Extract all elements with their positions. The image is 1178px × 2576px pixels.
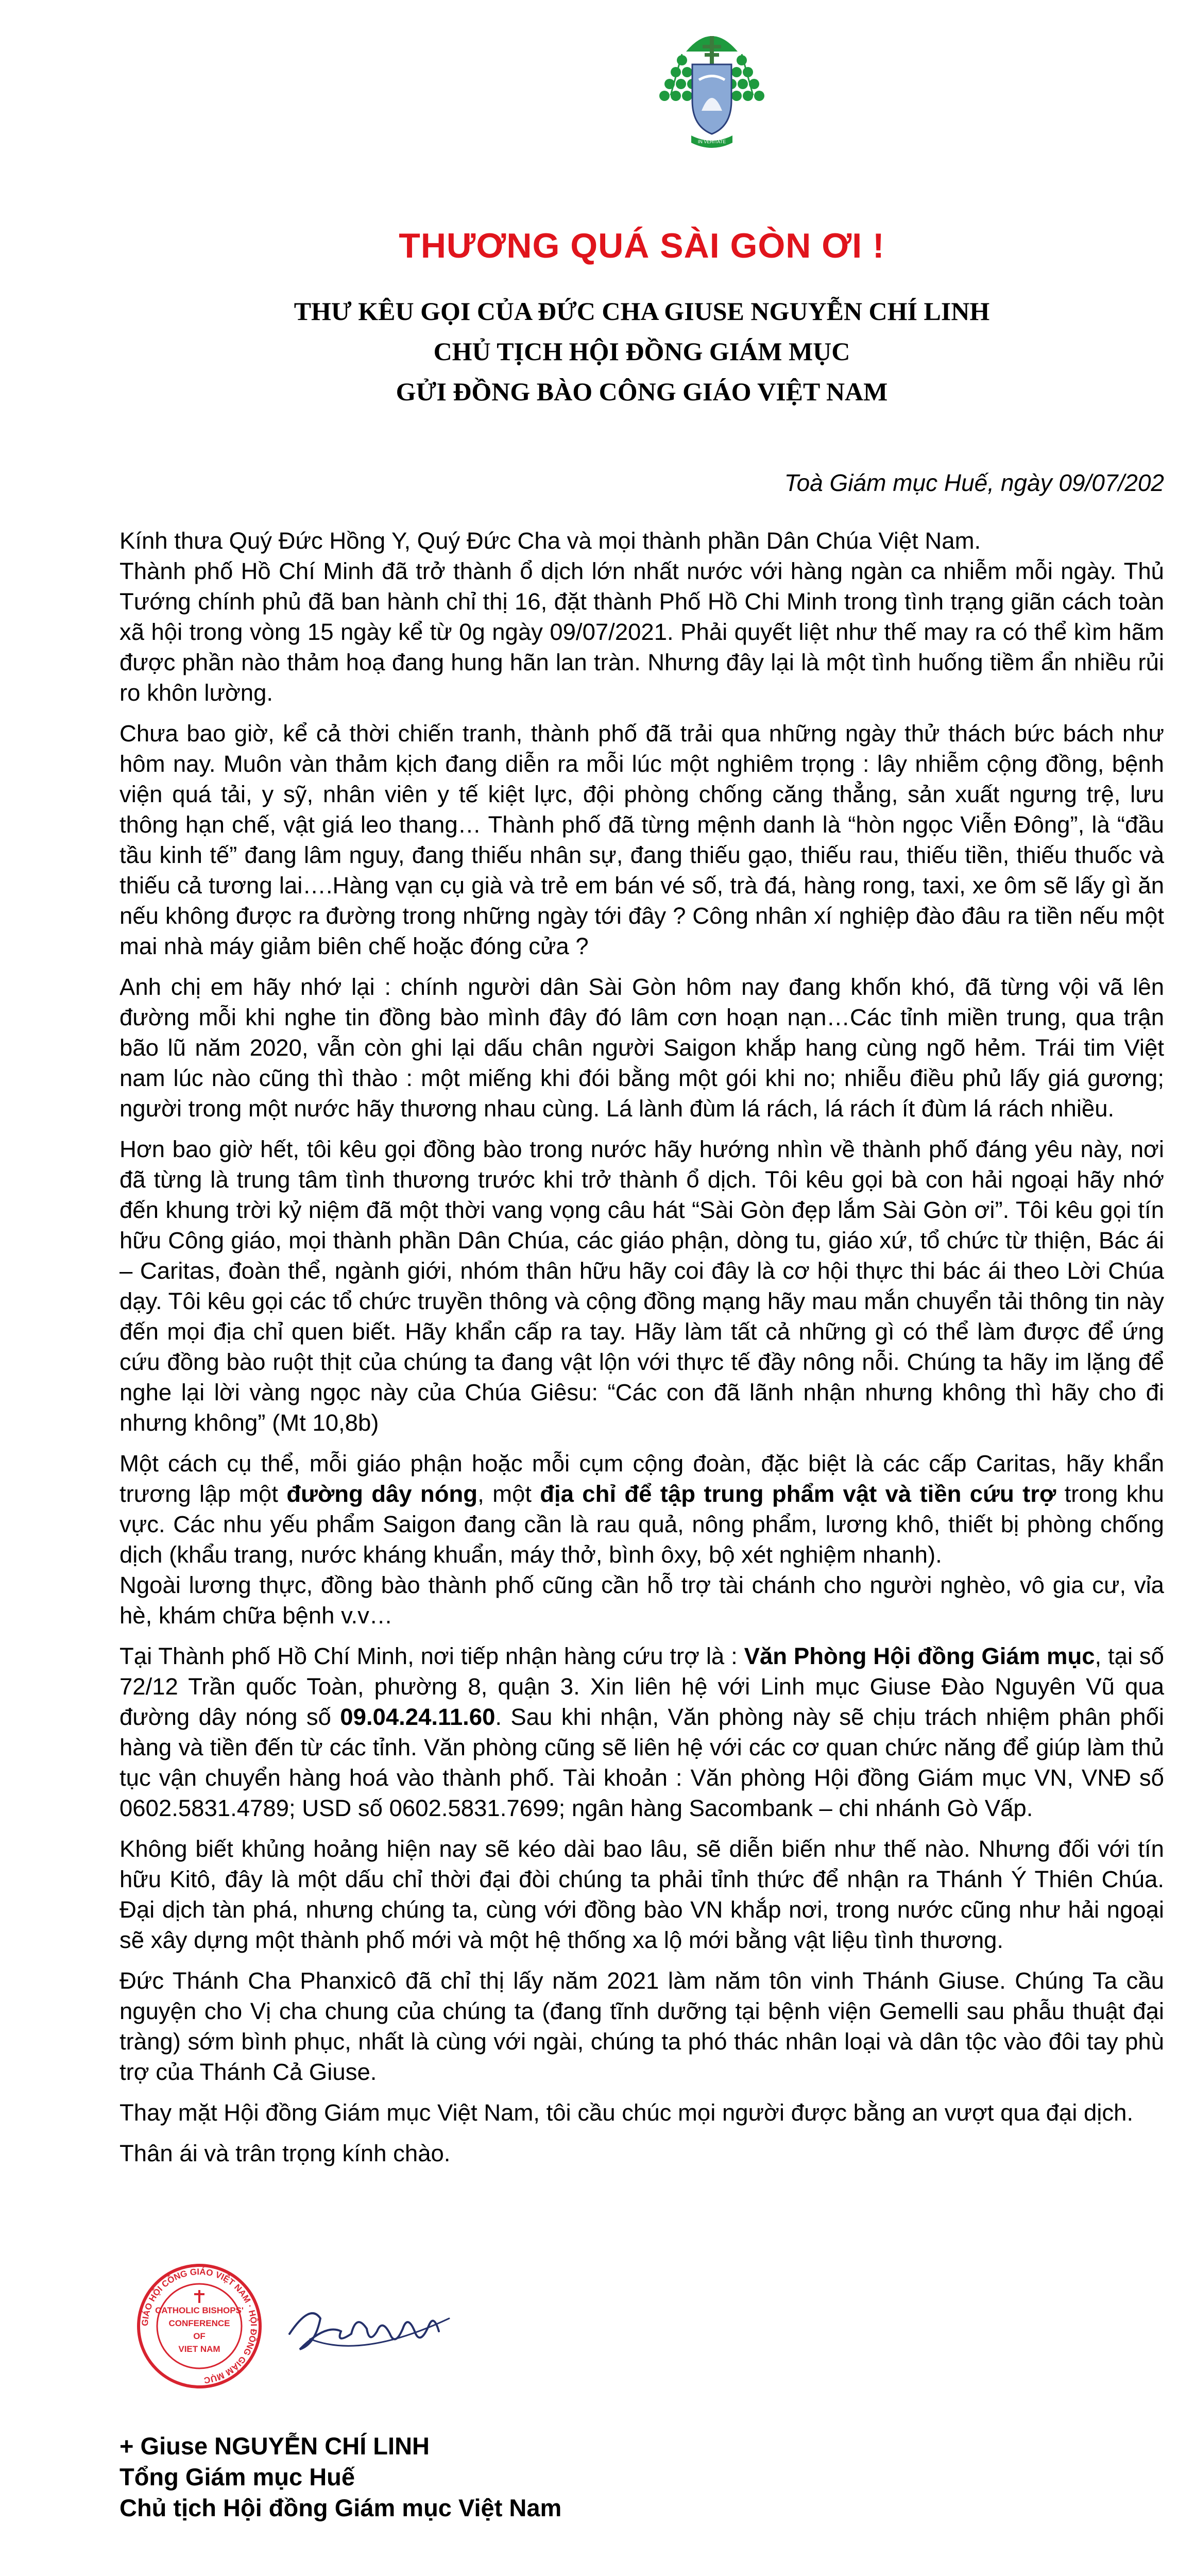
- svg-text:CONFERENCE: CONFERENCE: [168, 2318, 230, 2328]
- signature-block: [119, 2431, 561, 2523]
- hotline-emphasis: đường dây nóng: [286, 1481, 478, 1507]
- paragraph-3: Anh chị em hãy nhớ lại : chính người dân Sài Gòn hôm nay đang khốn khó, đã từng vội vã lên đường mỗi khi nghe tin đồng bào mình đây đó lâm cơn hoạn nạn…Các tỉnh miền trung, qua trận bão lũ năm 2020, vẫn còn ghi lại dấu chân người Saigon khắp hang cùng ngõ hẻm. Trái tim Việt nam lúc nào cũng thì thào : một miếng khi đói bằng một gói khi no; nhiễu điều phủ lấy giá gương; người trong một nước hãy thương nhau cùng. Lá lành đùm lá rách, lá rách ít đùm lá rách nhiều.: [119, 974, 1164, 1122]
- svg-text:CATHOLIC BISHOPS': CATHOLIC BISHOPS': [155, 2306, 244, 2315]
- letter-body: [119, 526, 1164, 2168]
- subtitle-line-2: CHỦ TỊCH HỘI ĐỒNG GIÁM MỤC: [433, 337, 850, 366]
- handwritten-signature-icon: [279, 2282, 465, 2375]
- office-name-emphasis: Văn Phòng Hội đồng Giám mục: [744, 1643, 1095, 1669]
- signer-title-archbishop: Tổng Giám mục Huế: [119, 2463, 355, 2490]
- subtitle-line-1: THƯ KÊU GỌI CỦA ĐỨC CHA GIUSE NGUYỄN CHÍ LINH: [294, 297, 990, 326]
- paragraph-7: Tại Thành phố Hồ Chí Minh, nơi tiếp nhận hàng cứu trợ là : Văn Phòng Hội đồng Giám mục, tại số 72/12 Trần quốc Toàn, phường 8, quận 3. Xin liên hệ với Linh mục Giuse Đào Nguyên Vũ qua đường dây nóng số 09.04.24.11.60. Sau khi nhận, Văn phòng này sẽ chịu trách nhiệm phân phối hàng và tiền đến từ các tỉnh. Văn phòng cũng sẽ liên hệ với các cơ quan chức năng để giúp làm thủ tục vận chuyển hàng hoá vào thành phố. Tài khoản : Văn phòng Hội đồng Giám mục VN, VNĐ số 0602.5831.4789; USD số 0602.5831.7699; ngân hàng Sacombank – chi nhánh Gò Vấp.: [119, 1643, 1164, 1821]
- paragraph-5: Một cách cụ thể, mỗi giáo phận hoặc mỗi cụm cộng đoàn, đặc biệt là các cấp Caritas, hãy khẩn trương lập một đường dây nóng, một địa chỉ để tập trung phẩm vật và tiền cứu trợ trong khu vực. Các nhu yếu phẩm Saigon đang cần là rau quả, nông phẩm, lương khô, thiết bị phòng chống dịch (khẩu trang, nước kháng khuẩn, máy thở, bình ôxy, bộ xét nghiệm nhanh).: [119, 1450, 1164, 1568]
- paragraph-9: Đức Thánh Cha Phanxicô đã chỉ thị lấy năm 2021 làm năm tôn vinh Thánh Giuse. Chúng Ta cầu nguyện cho Vị cha chung của chúng ta (đang tĩnh dưỡng tại bệnh viện Gemelli sau phẫu thuật đại tràng) sớm bình phục, nhất là cùng với ngài, chúng ta phó thác nhân loại và dân tộc vào đôi tay phù trợ của Thánh Cả Giuse.: [119, 1968, 1164, 2085]
- letter-title: THƯƠNG QUÁ SÀI GÒN ƠI !: [399, 226, 885, 265]
- collection-address-emphasis: địa chỉ để tập trung phẩm vật và tiền cứu trợ: [540, 1481, 1056, 1507]
- hotline-number: 09.04.24.11.60: [340, 1704, 496, 1730]
- dateline: Toà Giám mục Huế, ngày 09/07/202: [784, 469, 1164, 496]
- paragraph-2: Chưa bao giờ, kể cả thời chiến tranh, thành phố đã trải qua những ngày thử thách bức bách như hôm nay. Muôn vàn thảm kịch đang diễn ra mỗi lúc một nghiêm trọng : lây nhiễm cộng đồng, bệnh viện quá tải, y sỹ, nhân viên y tế kiệt lực, đội phòng chống căng thẳng, sản xuất ngưng trệ, lưu thông hạn chế, vật giá leo thang… Thành phố đã từng mệnh danh là “hòn ngọc Viễn Đông”, là “đầu tầu kinh tế” đang lâm nguy, đang thiếu nhân sự, đang thiếu gạo, thiếu rau, thiếu tiền, thiếu thuốc và thiếu cả tương lai….Hàng vạn cụ già và trẻ em bán vé số, trà đá, hàng rong, taxi, xe ôm sẽ lấy gì ăn nếu không được ra đường trong những ngày tới đây ? Công nhân xí nghiệp đào đâu ra tiền nếu một mai nhà máy giảm biên chế hoặc đóng cửa ?: [119, 720, 1164, 959]
- signer-name: + Giuse NGUYỄN CHÍ LINH: [119, 2432, 430, 2460]
- paragraph-4: Hơn bao giờ hết, tôi kêu gọi đồng bào trong nước hãy hướng nhìn về thành phố đáng yêu này, nơi đã từng là trung tâm tình thương trước khi trở thành ổ dịch. Tôi kêu gọi bà con hải ngoại hãy nhớ đến khung trời kỷ niệm đã một thời vang vọng câu hát “Sài Gòn đẹp lắm Sài Gòn ơi”. Tôi kêu gọi tín hữu Công giáo, mọi thành phần Dân Chúa, các giáo phận, dòng tu, giáo xứ, tổ chức từ thiện, Bác ái – Caritas, đoàn thể, ngành giới, nhóm thân hữu hãy coi đây là cơ hội thực thi bác ái theo Lời Chúa dạy. Tôi kêu gọi các tổ chức truyền thông và cộng đồng mạng hãy mau mắn chuyển tải thông tin này đến mọi địa chỉ quen biết. Hãy khẩn cấp ra tay. Hãy làm tất cả những gì có thể làm được để ứng cứu đồng bào ruột thịt của chúng ta đang vật lộn với thực tế đầy nông nỗi. Chúng ta hãy im lặng để nghe lại lời vàng ngọc này của Chúa Giêsu: “Các con đã lãnh nhận nhưng không thì hãy cho đi nhưng không” (Mt 10,8b): [119, 1136, 1164, 1436]
- closing-line: Thân ái và trân trọng kính chào.: [119, 2140, 451, 2166]
- paragraph-10: Thay mặt Hội đồng Giám mục Việt Nam, tôi cầu chúc mọi người được bằng an vượt qua đại dịch.: [119, 2099, 1134, 2126]
- paragraph-6: Ngoài lương thực, đồng bào thành phố cũng cần hỗ trợ tài chánh cho người nghèo, vô gia cư, vỉa hè, khám chữa bệnh v.v…: [119, 1572, 1164, 1629]
- subtitle-line-3: GỬI ĐỒNG BÀO CÔNG GIÁO VIỆT NAM: [396, 377, 888, 406]
- paragraph-8: Không biết khủng hoảng hiện nay sẽ kéo dài bao lâu, sẽ diễn biến như thế nào. Nhưng đối với tín hữu Kitô, đây là một dấu chỉ thời đại đòi chúng ta phải tỉnh thức để nhận ra Thánh Ý Thiên Chúa. Đại dịch tàn phá, nhưng chúng ta, cùng với đồng bào VN khắp nơi, trong nước cũng như hải ngoại sẽ xây dựng một thành phố mới và một hệ thống xa lộ mới bằng vật liệu tình thương.: [119, 1836, 1164, 1953]
- bishops-conference-stamp-icon: [135, 2262, 264, 2391]
- signer-title-president: Chủ tịch Hội đồng Giám mục Việt Nam: [119, 2494, 562, 2521]
- svg-text:VIET NAM: VIET NAM: [178, 2344, 220, 2354]
- episcopal-crest-icon: [655, 23, 769, 149]
- paragraph-1: Thành phố Hồ Chí Minh đã trở thành ổ dịch lớn nhất nước với hàng ngàn ca nhiễm mỗi ngày. Thủ Tướng chính phủ đã ban hành chỉ thị 16, đặt thành Phố Hồ Chi Minh trong tình trạng giãn cách toàn xã hội trong vòng 15 ngày kể từ 0g ngày 09/07/2021. Phải quyết liệt như thế may ra có thể kìm hãm được phần nào thảm hoạ đang hung hãn lan tràn. Nhưng đây lại là một tình huống tiềm ẩn nhiều rủi ro khôn lường.: [119, 558, 1164, 706]
- svg-text:OF: OF: [193, 2331, 206, 2341]
- greeting: Kính thưa Quý Đức Hồng Y, Quý Đức Cha và mọi thành phần Dân Chúa Việt Nam.: [119, 528, 981, 554]
- svg-text:GIÁO HỘI CÔNG GIÁO VIỆT NAM ·: GIÁO HỘI CÔNG GIÁO VIỆT NAM · HỘI ĐỒNG GIÁM MỤC: [140, 2266, 259, 2385]
- crest-motto: IN VERITATE: [697, 139, 726, 144]
